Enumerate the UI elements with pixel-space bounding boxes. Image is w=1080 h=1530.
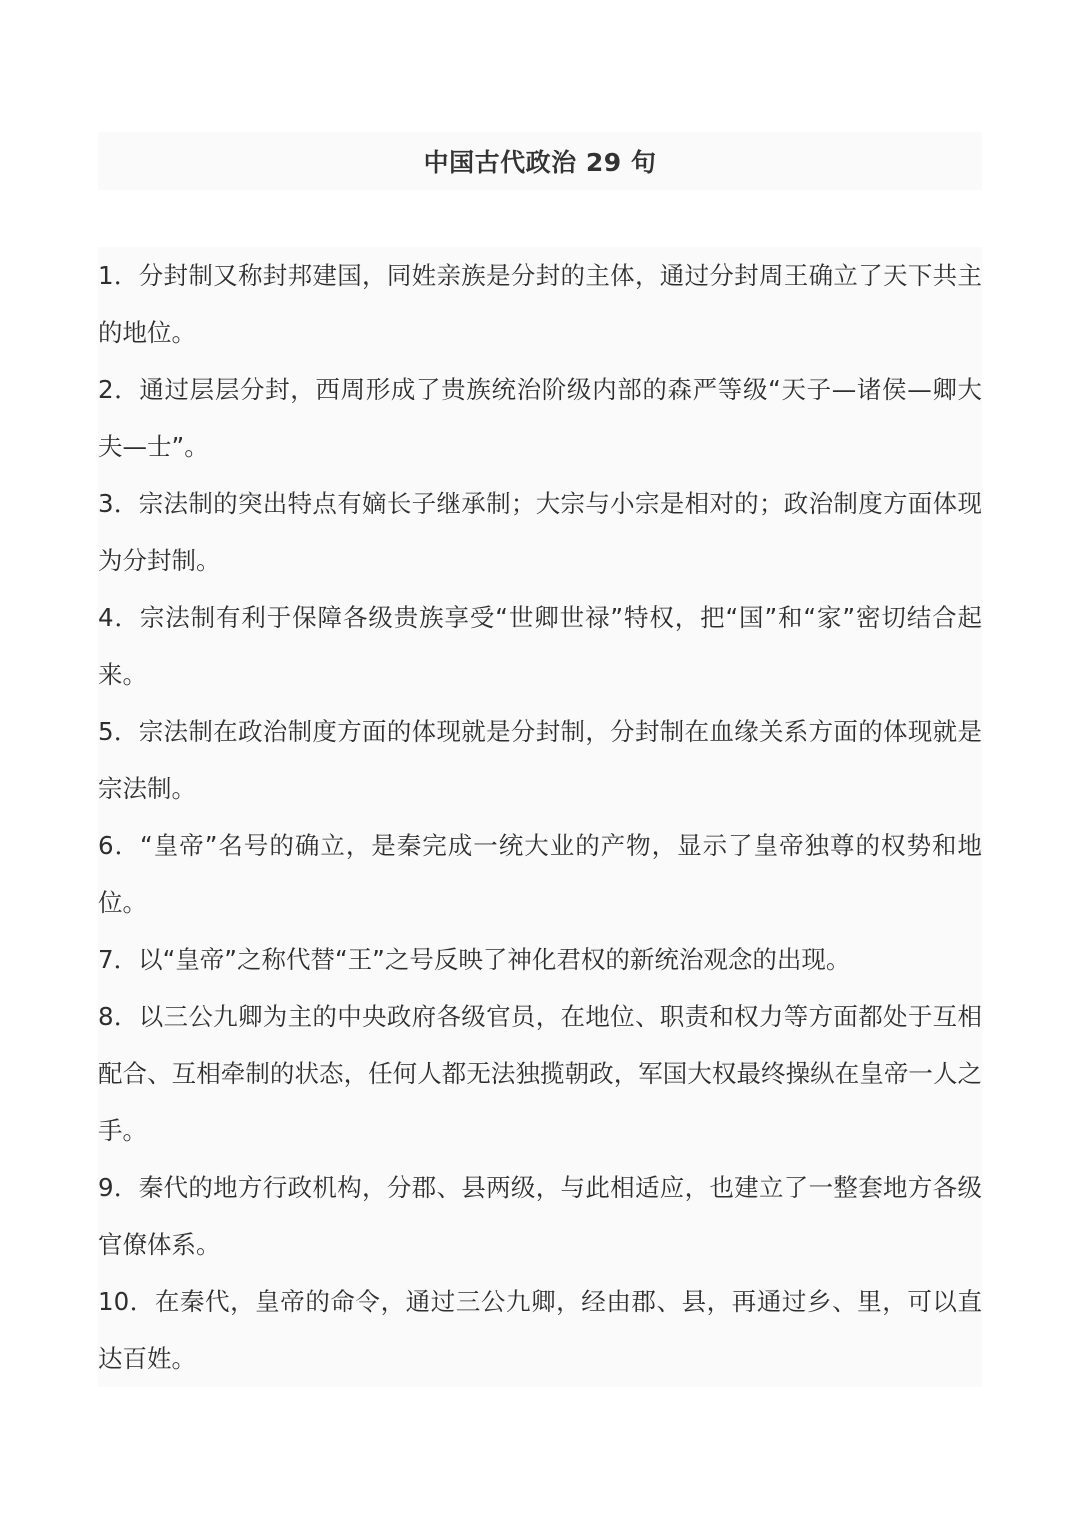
sentence-item-2: 2．通过层层分封，西周形成了贵族统治阶级内部的森严等级“天子—诸侯—卿大夫—士”。 (98, 361, 982, 475)
sentence-item-8: 8．以三公九卿为主的中央政府各级官员，在地位、职责和权力等方面都处于互相配合、互相牵制的状态，任何人都无法独揽朝政，军国大权最终操纵在皇帝一人之手。 (98, 988, 982, 1159)
sentence-list (98, 247, 982, 1387)
sentence-item-9: 9．秦代的地方行政机构，分郡、县两级，与此相适应，也建立了一整套地方各级官僚体系。 (98, 1159, 982, 1273)
sentence-item-4: 4．宗法制有利于保障各级贵族享受“世卿世禄”特权，把“国”和“家”密切结合起来。 (98, 589, 982, 703)
sentence-item-5: 5．宗法制在政治制度方面的体现就是分封制，分封制在血缘关系方面的体现就是宗法制。 (98, 703, 982, 817)
sentence-item-3: 3．宗法制的突出特点有嫡长子继承制；大宗与小宗是相对的；政治制度方面体现为分封制。 (98, 475, 982, 589)
sentence-item-1: 1．分封制又称封邦建国，同姓亲族是分封的主体，通过分封周王确立了天下共主的地位。 (98, 247, 982, 361)
title-band (98, 132, 982, 190)
sentence-item-6: 6．“皇帝”名号的确立，是秦完成一统大业的产物，显示了皇帝独尊的权势和地位。 (98, 817, 982, 931)
document-title: 中国古代政治 29 句 (423, 148, 657, 177)
sentence-item-10: 10．在秦代，皇帝的命令，通过三公九卿，经由郡、县，再通过乡、里，可以直达百姓。 (98, 1273, 982, 1387)
sentence-item-7: 7．以“皇帝”之称代替“王”之号反映了神化君权的新统治观念的出现。 (98, 931, 982, 988)
